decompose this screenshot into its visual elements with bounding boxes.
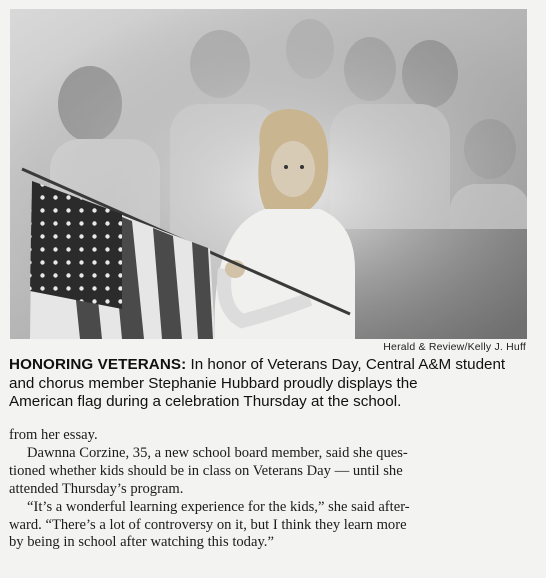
article-line: tioned whether kids should be in class on Veterans Day — until she <box>9 462 403 479</box>
article-line: ward. “There’s a lot of controversy on it, but I think they learn more <box>9 516 407 533</box>
article-body <box>9 427 529 552</box>
caption-line-3: American flag during a celebration Thursday at the school. <box>9 393 402 410</box>
caption-kicker: HONORING VETERANS: <box>9 356 187 373</box>
photo-credit: Herald & Review/Kelly J. Huff <box>383 341 526 353</box>
caption-line-2: and chorus member Stephanie Hubbard proudly displays the <box>9 374 418 392</box>
flag-photo-image <box>10 9 527 339</box>
caption-line-1: In honor of Veterans Day, Central A&M student <box>186 356 506 373</box>
photo-caption <box>9 356 534 412</box>
article-line: from her essay. <box>9 427 98 443</box>
article-line: by being in school after watching this today.” <box>9 534 274 551</box>
article-line: attended Thursday’s program. <box>9 480 184 497</box>
article-line: “It’s a wonderful learning experience for the kids,” she said after- <box>27 498 410 515</box>
news-photo <box>10 9 527 339</box>
article-line: Dawnna Corzine, 35, a new school board member, said she ques- <box>27 444 408 461</box>
